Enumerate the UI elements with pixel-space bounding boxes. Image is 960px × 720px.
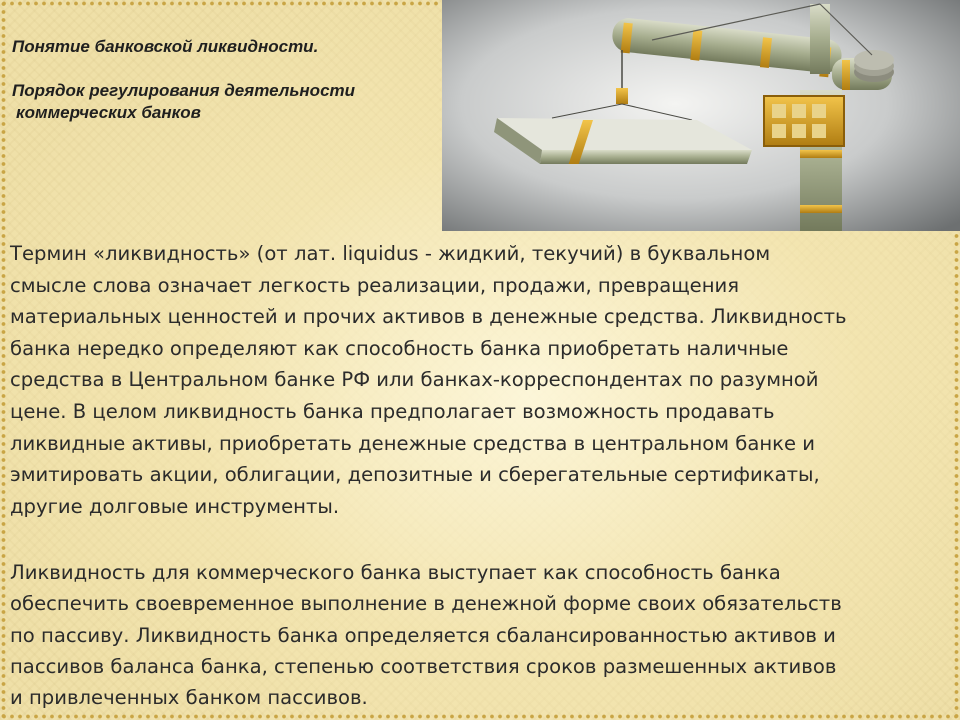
border-bottom [0,713,960,720]
paragraph-liquidity-definition: Термин «ликвидность» (от лат. liquidus - жидкий, текучий) в буквальном смысле слова означает легкость реализации, продажи, превращения материальных ценностей и прочих активов в денежные средства. Ликвидность банка нередко определяют как способность банка приобретать наличные средства в Центральном банке РФ или банках-корреспондентах по разумной цене. В целом ликвидность банка предполагает возможность продавать ликвидные активы, приобретать денежные средства в центральном банке и эмитировать акции, облигации, депозитные и сберегательные сертификаты, другие долговые инструменты. [10,242,847,518]
slide-subtitle-line-1: Порядок регулирования деятельности [12,81,356,100]
border-left [0,0,7,720]
money-crane-image [442,0,960,231]
slide-title: Понятие банковской ликвидности. [12,37,319,56]
slide-subtitle-line-2: коммерческих банков [16,103,201,122]
paragraph-commercial-bank-liquidity: Ликвидность для коммерческого банка выступает как способность банка обеспечить своевременное выполнение в денежной форме своих обязательств по пассиву. Ликвидность банка определяется сбалансированностью активов и пассивов баланса банка, степенью соответствия сроков размешенных активов и привлеченных банком пассивов. [10,561,842,710]
slide-headings [12,36,432,124]
